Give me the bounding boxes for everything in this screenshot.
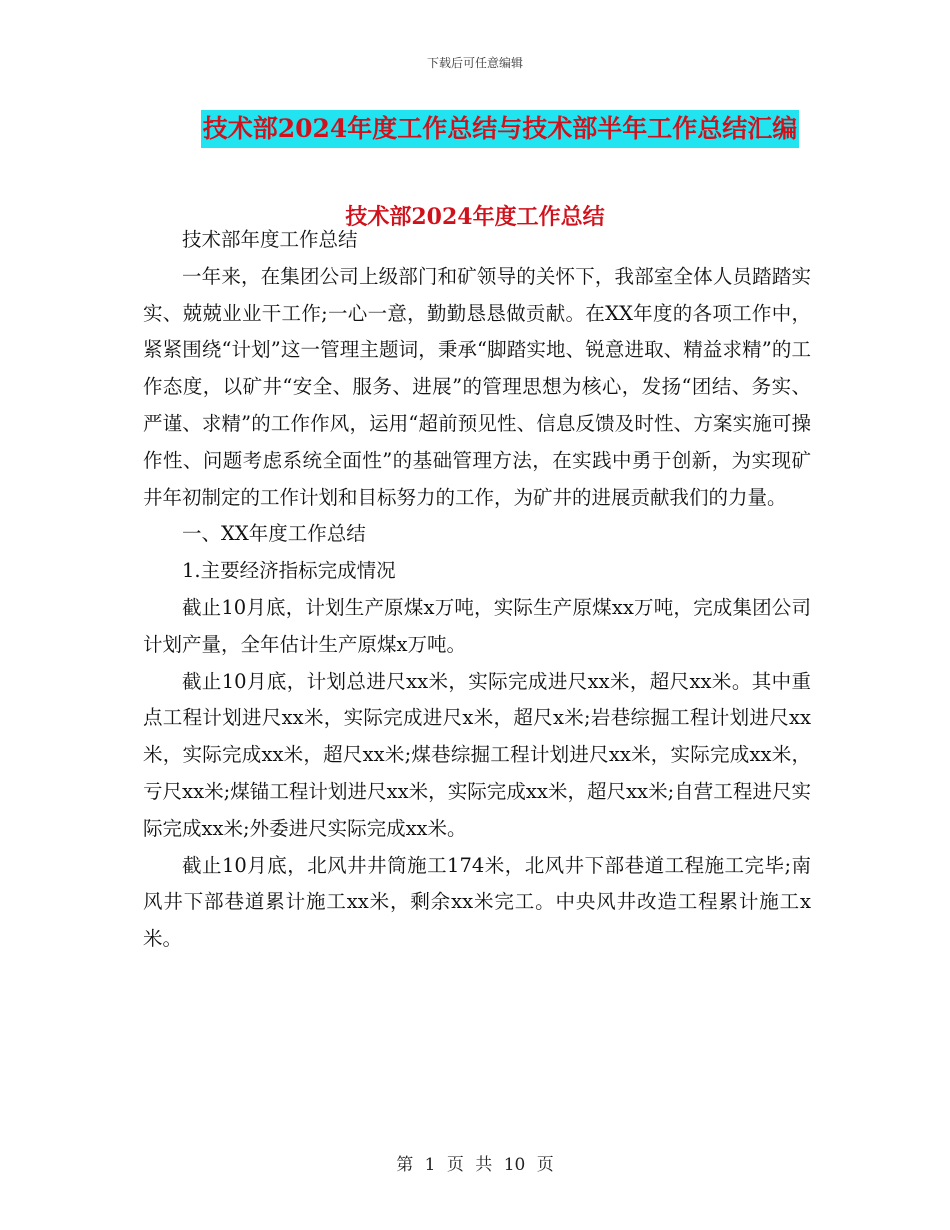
subsection-heading: 1.主要经济指标完成情况 (182, 559, 396, 583)
main-title: 技术部2024年度工作总结与技术部半年工作总结汇编 (201, 110, 800, 148)
section-heading: 一、XX年度工作总结 (182, 522, 366, 546)
paragraph-heading: 技术部年度工作总结 (182, 228, 358, 251)
document-body (143, 222, 811, 958)
paragraph-production: 截止10月底，计划生产原煤x万吨，实际生产原煤xx万吨，完成集团公司计划产量，全年估计生产原煤x万吨。 (143, 595, 811, 656)
sub-title: 技术部2024年度工作总结 (345, 204, 605, 230)
header-note: 下载后可任意编辑 (426, 56, 523, 70)
page-footer: 第 1 页 共 10 页 (396, 1155, 554, 1175)
paragraph-footage: 截止10月底，计划总进尺xx米，实际完成进尺xx米，超尺xx米。其中重点工程计划进尺xx米，实际完成进尺x米，超尺x米;岩巷综掘工程计划进尺xx米，实际完成xx米，超尺xx米;煤巷综掘工程计划进尺xx米，实际完成xx米，亏尺xx米;煤锚工程计划进尺xx米，实际完成xx米，超尺xx米;自营工程进尺实际完成xx米;外委进尺实际完成xx米。 (143, 669, 811, 840)
main-title-container (0, 110, 950, 148)
paragraph-intro: 一年来，在集团公司上级部门和矿领导的关怀下，我部室全体人员踏踏实实、兢兢业业干工作;一心一意，勤勤恳恳做贡献。在XX年度的各项工作中，紧紧围绕“计划”这一管理主题词，秉承“脚踏实地、锐意进取、精益求精”的工作态度，以矿井“安全、服务、进展”的管理思想为核心，发扬“团结、务实、严谨、求精”的工作作风，运用“超前预见性、信息反馈及时性、方案实施可操作性、问题考虑系统全面性”的基础管理方法，在实践中勇于创新，为实现矿井年初制定的工作计划和目标努力的工作，为矿井的进展贡献我们的力量。 (143, 264, 811, 509)
paragraph-shafts: 截止10月底，北风井井筒施工174米，北风井下部巷道工程施工完毕;南风井下部巷道累计施工xx米，剩余xx米完工。中央风井改造工程累计施工x米。 (143, 853, 811, 951)
